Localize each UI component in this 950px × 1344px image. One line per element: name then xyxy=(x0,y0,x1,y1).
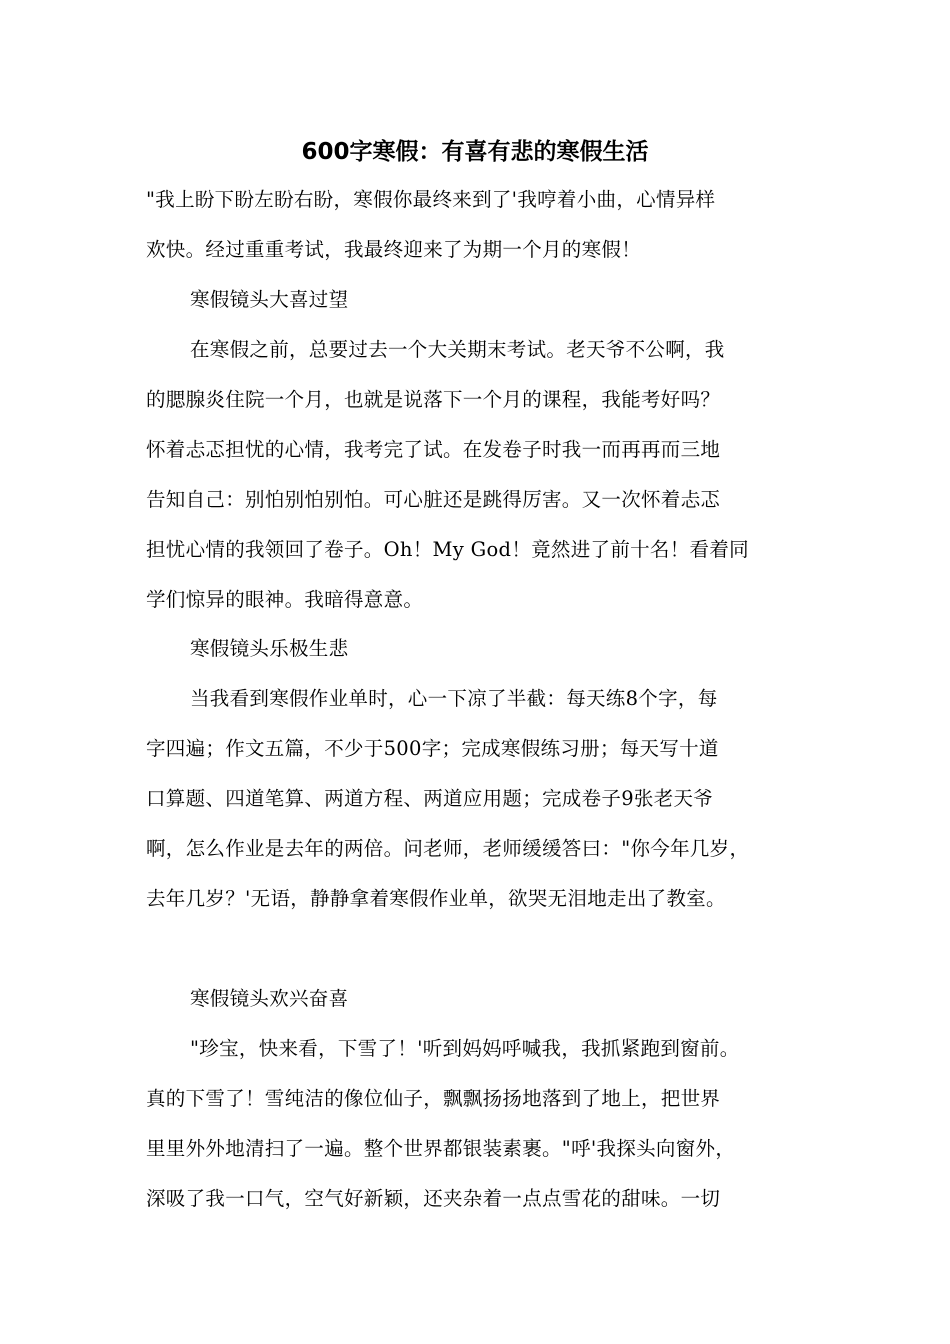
paragraph-line: "珍宝，快来看，下雪了！'听到妈妈呼喊我，我抓紧跑到窗前。 xyxy=(190,1037,740,1060)
paragraph-line: 去年几岁？'无语，静静拿着寒假作业单，欲哭无泪地走出了教室。 xyxy=(146,887,726,910)
paragraph-line: 啊，怎么作业是去年的两倍。问老师，老师缓缓答曰："你今年几岁， xyxy=(146,837,750,860)
paragraph-line: 字四遍；作文五篇，不少于500字；完成寒假练习册；每天写十道 xyxy=(146,737,719,760)
section-heading: 寒假镜头欢兴奋喜 xyxy=(190,987,349,1010)
paragraph-line: 的腮腺炎住院一个月，也就是说落下一个月的课程，我能考好吗？ xyxy=(146,388,721,411)
section-heading: 寒假镜头乐极生悲 xyxy=(190,637,349,660)
document-title: 600字寒假：有喜有悲的寒假生活 xyxy=(301,139,649,165)
section-heading: 寒假镜头大喜过望 xyxy=(190,288,349,311)
paragraph-line: 担忧心情的我领回了卷子。Oh！My God！竟然进了前十名！看着同 xyxy=(146,538,749,561)
paragraph-line: 学们惊异的眼神。我暗得意意。 xyxy=(146,588,424,611)
paragraph-line: 真的下雪了！雪纯洁的像位仙子，飘飘扬扬地落到了地上，把世界 xyxy=(146,1087,721,1110)
paragraph-line: 口算题、四道笔算、两道方程、两道应用题；完成卷子9张老天爷 xyxy=(146,787,714,810)
paragraph-line: 怀着忐忑担忧的心情，我考完了试。在发卷子时我一而再再而三地 xyxy=(146,438,721,461)
paragraph-line: 里里外外地清扫了一遍。整个世界都银装素裹。"呼'我探头向窗外， xyxy=(146,1137,736,1160)
paragraph-line: 告知自己：别怕别怕别怕。可心脏还是跳得厉害。又一次怀着忐忑 xyxy=(146,488,721,511)
paragraph-line: 在寒假之前，总要过去一个大关期末考试。老天爷不公啊，我 xyxy=(190,338,725,361)
paragraph-line: 当我看到寒假作业单时，心一下凉了半截：每天练8个字，每 xyxy=(190,687,718,710)
paragraph-line: 欢快。经过重重考试，我最终迎来了为期一个月的寒假！ xyxy=(146,238,642,261)
paragraph-line: "我上盼下盼左盼右盼，寒假你最终来到了'我哼着小曲，心情异样 xyxy=(146,188,716,211)
paragraph-line: 深吸了我一口气，空气好新颖，还夹杂着一点点雪花的甜味。一切 xyxy=(146,1187,721,1210)
